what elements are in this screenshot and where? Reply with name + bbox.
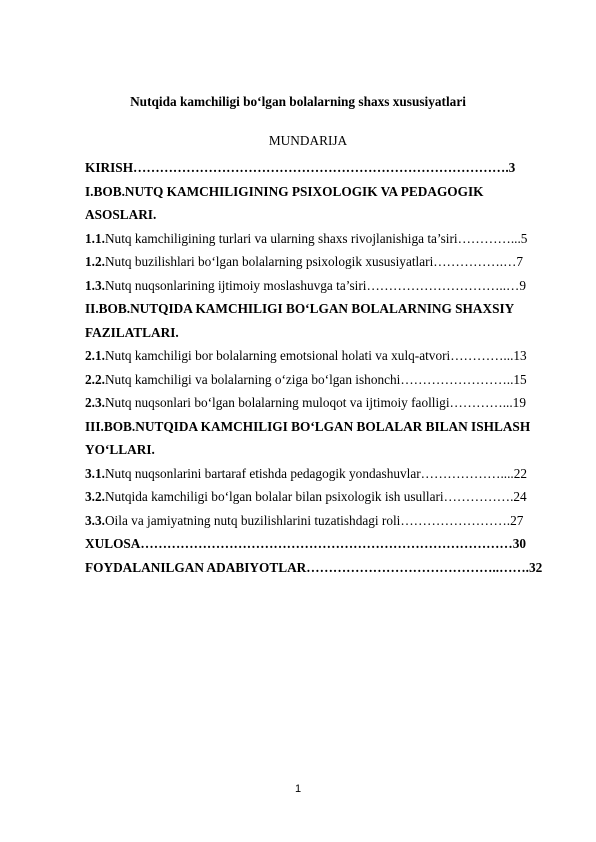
- toc-entry-2-2[interactable]: [85, 368, 557, 392]
- toc-entry-text: Nutq nuqsonlari bo‘lgan bolalarning muloqot va ijtimoiy faolligi…………...19: [104, 395, 526, 410]
- table-of-contents: [85, 156, 557, 579]
- toc-entry-intro[interactable]: KIRISH………………………………………………………………………….3: [85, 160, 516, 175]
- toc-entry-1-1[interactable]: [85, 227, 557, 251]
- toc-entry-number: 1.3.: [85, 277, 105, 293]
- toc-entry-3-1[interactable]: [85, 462, 557, 486]
- toc-entry-text: Nutq kamchiligining turlari va ularning shaxs rivojlanishiga ta’siri…………...5: [104, 230, 528, 246]
- toc-entry-number: 3.3.: [85, 512, 105, 528]
- toc-chapter-3[interactable]: III.BOB.NUTQIDA KAMCHILIGI BO‘LGAN BOLALAR BILAN ISHLASH YO‘LLARI.: [85, 418, 531, 457]
- toc-entry-text: Nutq kamchiligi bor bolalarning emotsional holati va xulq-atvori…………...13: [104, 348, 527, 363]
- toc-heading: MUNDARIJA: [268, 133, 348, 148]
- toc-entry-1-2[interactable]: [85, 250, 557, 274]
- toc-entry-number: 2.3.: [85, 395, 105, 410]
- toc-entry-number: 1.2.: [85, 254, 105, 269]
- toc-entry-text: Nutq kamchiligi va bolalarning o‘ziga bo‘lgan ishonchi……………………..15: [104, 371, 527, 387]
- toc-entry-1-3[interactable]: [85, 274, 557, 298]
- toc-entry-text: Nutq nuqsonlarining ijtimoiy moslashuvga ta’siri…………………………..…9: [104, 277, 527, 293]
- toc-entry-text: Oila va jamiyatning nutq buzilishlarini tuzatishdagi roli…………………….27: [104, 512, 524, 528]
- toc-entry-text: Nutqida kamchiligi bo‘lgan bolalar bilan psixologik ish usullari…………….24: [104, 489, 527, 504]
- toc-entry-2-3[interactable]: [85, 391, 557, 415]
- toc-entry-number: 3.1.: [85, 465, 105, 481]
- toc-entry-conclusion[interactable]: XULOSA…………………………………………………………………………30: [85, 536, 527, 551]
- document-title: Nutqida kamchiligi bo‘lgan bolalarning shaxs xususiyatlari: [130, 94, 466, 109]
- toc-entry-number: 2.1.: [85, 348, 105, 363]
- toc-entry-text: Nutq nuqsonlarini bartaraf etishda pedagogik yondashuvlar………………....22: [104, 465, 528, 481]
- page-number: 1: [294, 783, 302, 795]
- toc-entry-number: 2.2.: [85, 371, 105, 387]
- toc-entry-references[interactable]: FOYDALANILGAN ADABIYOTLAR……………………………………..…….32: [85, 559, 543, 575]
- toc-entry-2-1[interactable]: [85, 344, 557, 368]
- toc-entry-3-3[interactable]: [85, 509, 557, 533]
- toc-entry-number: 1.1.: [85, 230, 105, 246]
- toc-entry-3-2[interactable]: [85, 485, 557, 509]
- toc-entry-text: Nutq buzilishlari bo‘lgan bolalarning psixologik xususiyatlari…………….…7: [104, 254, 524, 269]
- toc-chapter-1[interactable]: I.BOB.NUTQ KAMCHILIGINING PSIXOLOGIK VA PEDAGOGIK ASOSLARI.: [85, 183, 484, 222]
- toc-chapter-2[interactable]: II.BOB.NUTQIDA KAMCHILIGI BO‘LGAN BOLALARNING SHAXSIY FAZILATLARI.: [85, 301, 514, 340]
- toc-entry-number: 3.2.: [85, 489, 105, 504]
